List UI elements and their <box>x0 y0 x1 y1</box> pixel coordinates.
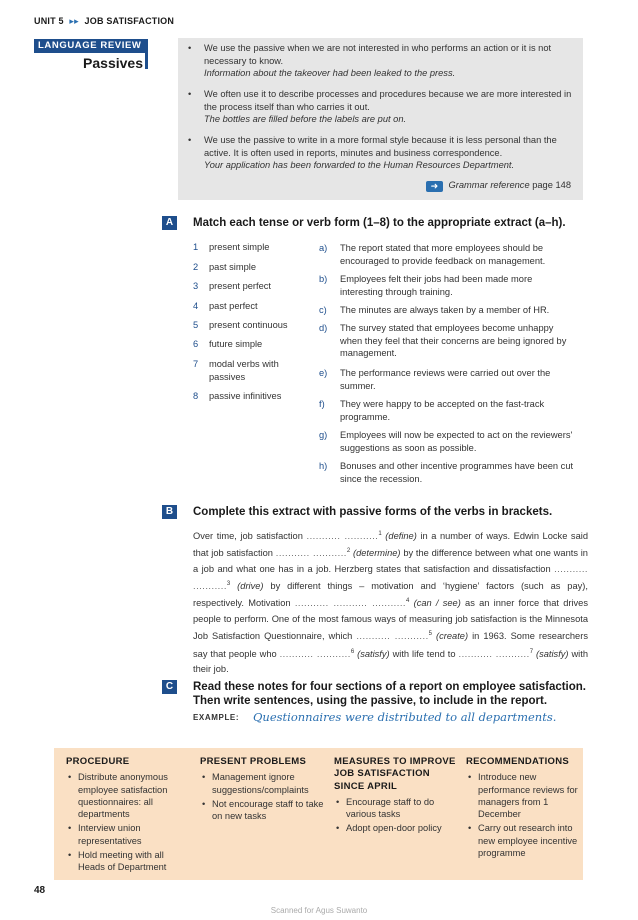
language-review-badge: LANGUAGE REVIEW <box>34 39 146 53</box>
blank-number: 7 <box>529 648 534 655</box>
bullet-example: Your application has been forwarded to the Human Resources Department. <box>204 160 515 170</box>
note-text: Not encourage staff to take on new tasks <box>212 798 324 822</box>
blank-number: 3 <box>226 581 231 588</box>
grammar-reference-page: page 148 <box>532 180 571 190</box>
item-number: 5 <box>193 320 199 330</box>
item-text: Employees will now be expected to act on the reviewers' suggestions as soon as possible. <box>340 430 573 453</box>
bullet-text: We use the passive when we are not interested in who performs an action or it is not necessary to know. <box>204 43 552 66</box>
verb-prompt: (determine) <box>353 548 401 559</box>
title-line: Then write sentences, using the passive, to include in the report. <box>193 695 548 707</box>
bullet-text: We often use it to describe processes and procedures because we are more interested in the process itself than who carries it out. <box>204 89 572 112</box>
text-segment: in 1963. Some researchers say that people who <box>193 631 588 659</box>
item-letter: g) <box>319 430 328 440</box>
grammar-bullet <box>188 42 572 80</box>
note-item: • Introduce new performance reviews for managers from 1 December <box>468 772 578 820</box>
blank-1[interactable]: ........... ........... <box>306 531 379 542</box>
cloze-paragraph <box>193 527 588 677</box>
note-item: • Encourage staff to do various tasks <box>336 796 435 820</box>
notes-column-procedure <box>66 756 191 876</box>
blank-5[interactable]: ........... ........... <box>356 631 429 642</box>
bullet-dot: • <box>188 135 192 145</box>
note-item: • Management ignore suggestions/complaints <box>202 772 309 795</box>
blank-6[interactable]: ........... ........... <box>279 648 351 659</box>
section-accent-bar <box>145 39 148 69</box>
item-letter: c) <box>319 305 327 315</box>
item-letter: h) <box>319 461 328 471</box>
example-answer: Questionnaires were distributed to all departments. <box>253 710 557 724</box>
grammar-bullet <box>188 134 572 172</box>
unit-topic: JOB SATISFACTION <box>84 16 175 26</box>
tense-list <box>193 242 313 422</box>
item-label: past perfect <box>209 301 258 311</box>
exercise-b-title: Complete this extract with passive forms of the verbs in brackets. <box>193 506 553 518</box>
note-text: Introduce new performance reviews for managers from 1 December <box>478 772 578 820</box>
blank-number: 2 <box>346 548 351 555</box>
exercise-b-tag: B <box>162 505 177 519</box>
note-text: Interview union representatives <box>78 823 142 846</box>
grammar-reference-label: Grammar reference <box>448 180 530 190</box>
verb-prompt: (create) <box>436 631 469 642</box>
item-number: 8 <box>193 391 199 401</box>
grammar-bullet <box>188 88 572 126</box>
item-number: 4 <box>193 301 199 311</box>
item-number: 2 <box>193 262 199 272</box>
verb-prompt: (drive) <box>237 581 264 592</box>
text-segment: Over time, job satisfaction <box>193 531 303 542</box>
item-number: 1 <box>193 242 199 252</box>
blank-number: 5 <box>428 631 433 638</box>
item-text: The report stated that more employees should be encouraged to provide feedback on management. <box>340 243 546 266</box>
notes-column-measures <box>334 756 459 837</box>
item-text: They were happy to be accepted on the fast-track programme. <box>340 399 545 422</box>
bullet-dot: • <box>188 89 192 99</box>
column-heading: PROCEDURE <box>66 756 130 767</box>
item-letter: e) <box>319 368 328 378</box>
item-label: modal verbs with passives <box>209 359 279 382</box>
notes-column-recommendations <box>466 756 578 861</box>
item-label: present simple <box>209 242 270 252</box>
item-text: The minutes are always taken by a member of HR. <box>340 305 550 315</box>
grammar-info-panel <box>178 38 583 200</box>
item-label: passive infinitives <box>209 391 282 401</box>
item-letter: a) <box>319 243 328 253</box>
exercise-a-tag: A <box>162 216 177 230</box>
note-item: • Interview union representatives <box>68 823 142 846</box>
grammar-reference-link[interactable] <box>426 180 571 192</box>
title-line: Read these notes for four sections of a report on employee satisfaction. <box>193 681 586 693</box>
item-letter: b) <box>319 274 328 284</box>
text-segment: by the difference between what one wants in a job and what one has in a job. Herzberg states that satisfaction and dissatisfaction <box>193 548 588 574</box>
note-item: • Distribute anonymous employee satisfaction questionnaires: all departments <box>68 772 168 820</box>
notes-column-problems <box>200 756 325 824</box>
text-segment: with their job. <box>193 648 588 674</box>
note-text: Management ignore suggestions/complaints <box>212 772 309 795</box>
exercise-c-title <box>193 680 586 708</box>
item-text: The performance reviews were carried out over the summer. <box>340 368 551 391</box>
page-number: 48 <box>34 885 46 896</box>
note-item: • Carry out research into new employee incentive programme <box>468 823 578 859</box>
blank-2[interactable]: ........... ........... <box>275 548 347 559</box>
verb-prompt: (define) <box>385 531 417 542</box>
report-notes-panel <box>54 748 583 880</box>
bullet-text: We use the passive to write in a more formal style because it is less personal than the active. It is often used in reports, minutes and business correspondence. <box>204 135 557 158</box>
verb-prompt: (satisfy) <box>535 648 569 659</box>
blank-3[interactable]: ........... ........... <box>193 563 588 592</box>
note-text: Carry out research into new employee incentive programme <box>478 823 578 859</box>
section-title: Passives <box>83 55 143 71</box>
item-label: future simple <box>209 339 263 349</box>
item-number: 3 <box>193 281 199 291</box>
blank-number: 6 <box>350 648 355 655</box>
unit-header <box>34 16 174 27</box>
column-heading: PRESENT PROBLEMS <box>200 756 307 767</box>
scan-footer: Scanned for Agus Suwanto <box>270 906 368 915</box>
item-number: 6 <box>193 339 199 349</box>
text-segment: by different things – motivation and ‘hygiene’ factors (such as pay), respectively. Motivation <box>193 581 588 609</box>
bullet-dot: • <box>188 43 192 53</box>
unit-label: UNIT 5 <box>34 16 64 26</box>
note-item: • Hold meeting with all Heads of Department <box>68 850 167 873</box>
column-heading: RECOMMENDATIONS <box>466 756 570 767</box>
item-text: Employees felt their jobs had been made more interesting through training. <box>340 274 533 297</box>
verb-prompt: (satisfy) <box>357 648 390 659</box>
item-number: 7 <box>193 359 199 369</box>
note-text: Adopt open-door policy <box>346 823 442 834</box>
note-item: • Not encourage staff to take on new tasks <box>202 798 324 822</box>
item-label: past simple <box>209 262 257 272</box>
exercise-c-tag: C <box>162 680 177 694</box>
item-letter: d) <box>319 323 328 333</box>
arrow-right-icon: ➜ <box>426 181 443 192</box>
double-arrow-icon: ▸▸ <box>69 16 79 26</box>
blank-4[interactable]: ........... ........... ........... <box>294 598 407 609</box>
blank-number: 1 <box>378 531 382 537</box>
exercise-a-title: Match each tense or verb form (1–8) to the appropriate extract (a–h). <box>193 217 566 229</box>
note-text: Encourage staff to do various tasks <box>346 796 435 820</box>
item-letter: f) <box>319 399 325 409</box>
blank-7[interactable]: ........... ........... <box>458 648 530 659</box>
note-text: Distribute anonymous employee satisfaction questionnaires: all departments <box>78 772 168 820</box>
text-segment: in a number of ways. Edwin Locke said that job satisfaction <box>193 531 588 559</box>
item-text: Bonuses and other incentive programmes have been cut since the recession. <box>340 461 574 484</box>
bullet-example: Information about the takeover had been leaked to the press. <box>204 68 456 78</box>
extract-list <box>319 242 581 487</box>
note-text: Hold meeting with all Heads of Department <box>78 850 167 873</box>
column-heading: MEASURES TO IMPROVE JOB SATISFACTION SINCE APRIL <box>334 756 456 792</box>
verb-prompt: (can / see) <box>413 598 461 609</box>
text-segment: as an inner force that drives people to perform. One of the most famous ways of measuring job satisfaction is the Minnesota Job Satisfaction Questionnaire, which <box>193 598 588 642</box>
bullet-example: The bottles are filled before the labels are put on. <box>204 114 407 124</box>
text-segment: with life tend to <box>392 648 456 659</box>
note-item: • Adopt open-door policy <box>336 823 442 834</box>
item-label: present continuous <box>209 320 288 330</box>
blank-number: 4 <box>406 598 410 605</box>
example-label: EXAMPLE: <box>193 713 240 722</box>
item-text: The survey stated that employees become unhappy when they feel that their concerns are being ignored by management. <box>340 323 567 358</box>
item-label: present perfect <box>209 281 272 291</box>
